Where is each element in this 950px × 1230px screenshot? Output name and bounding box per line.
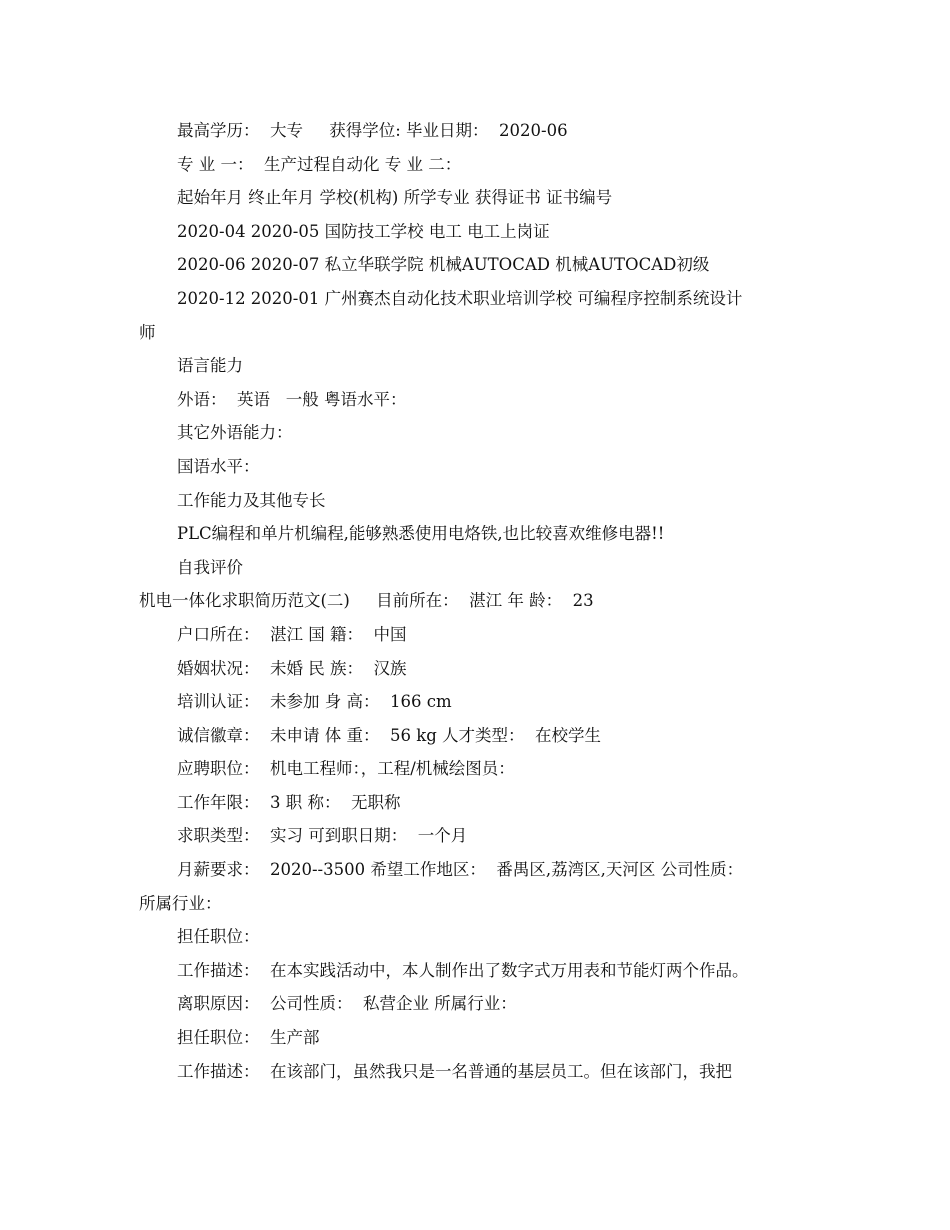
text-line: 2020-04 2020-05 国防技工学校 电工 电工上岗证: [177, 221, 550, 241]
text-line: 工作描述： 在本实践活动中，本人制作出了数字式万用表和节能灯两个作品。: [177, 960, 749, 980]
text-line: 其它外语能力：: [177, 423, 293, 443]
text-line: 离职原因： 公司性质： 私营企业 所属行业：: [177, 994, 517, 1014]
text-line: 专 业 一： 生产过程自动化 专 业 二：: [177, 154, 462, 174]
text-line: 诚信徽章： 未申请 体 重： 56 kg 人才类型： 在校学生: [177, 725, 602, 745]
text-line: 求职类型： 实习 可到职日期： 一个月: [177, 826, 468, 846]
text-line: 外语： 英语 一般 粤语水平：: [177, 389, 407, 409]
text-line: 2020-06 2020-07 私立华联学院 机械AUTOCAD 机械AUTOCAD初级: [177, 255, 710, 275]
text-line: 婚姻状况： 未婚 民 族： 汉族: [177, 658, 407, 678]
text-line: PLC编程和单片机编程,能够熟悉使用电烙铁,也比较喜欢维修电器!!: [177, 524, 665, 544]
text-line: 工作描述： 在该部门，虽然我只是一名普通的基层员工。但在该部门，我把: [177, 1061, 732, 1081]
text-line: 师: [139, 322, 156, 342]
text-line: 国语水平：: [177, 456, 260, 476]
resume-text-block: [139, 114, 819, 1088]
text-line: 工作年限： 3 职 称： 无职称: [177, 792, 401, 812]
text-line: 所属行业：: [139, 893, 222, 913]
section-heading: 语言能力: [177, 356, 243, 376]
text-line: 最高学历： 大专 获得学位: 毕业日期： 2020-06: [177, 121, 568, 140]
text-line: 户口所在： 湛江 国 籍： 中国: [177, 624, 407, 644]
text-line: 起始年月 终止年月 学校(机构) 所学专业 获得证书 证书编号: [177, 188, 613, 208]
text-line: 担任职位：: [177, 927, 260, 947]
text-line: 担任职位： 生产部: [177, 1028, 320, 1048]
text-line: 2020-12 2020-01 广州赛杰自动化技术职业培训学校 可编程序控制系统设计: [177, 288, 743, 308]
text-line: 应聘职位： 机电工程师：，工程/机械绘图员：: [177, 759, 515, 779]
text-line: 培训认证： 未参加 身 高： 166 cm: [177, 692, 452, 712]
section-heading: 自我评价: [177, 557, 243, 577]
section-heading: 工作能力及其他专长: [177, 490, 326, 510]
document-title-line: 机电一体化求职简历范文(二) 目前所在： 湛江 年 龄： 23: [139, 591, 594, 611]
text-line: 月薪要求： 2020--3500 希望工作地区： 番禺区,荔湾区,天河区 公司性质：: [177, 860, 744, 880]
